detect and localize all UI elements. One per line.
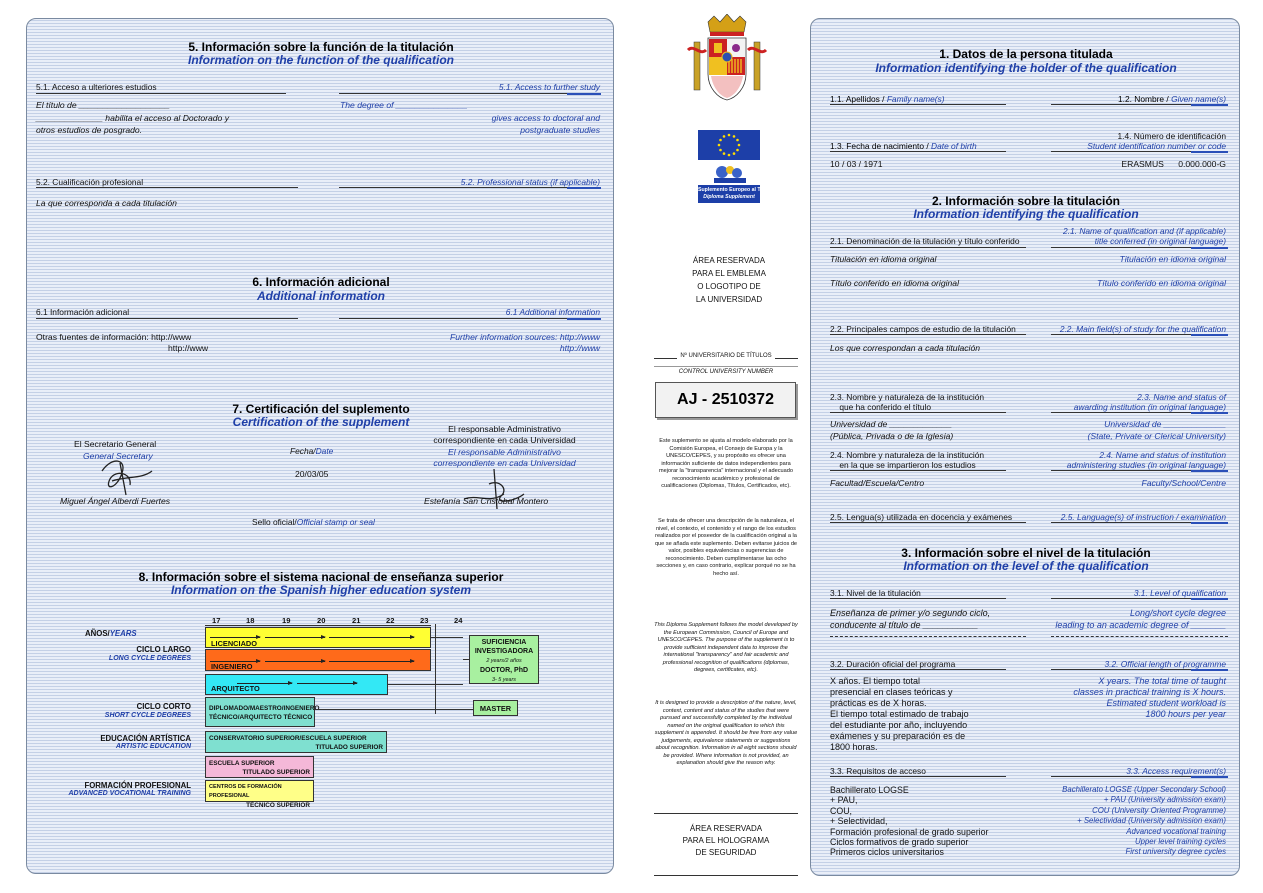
year-label: 19 (282, 616, 291, 625)
divider (830, 412, 1006, 413)
row-label-long-cycle-en: LONG CYCLE DEGREES (108, 655, 191, 662)
section-2-title-en: Information identifying the qualification (913, 207, 1139, 221)
year-label: 24 (454, 616, 463, 625)
birth-date-value: 10 / 03 / 1971 (830, 159, 883, 169)
section-7-title-en: Certification of the supplement (232, 415, 410, 429)
eu-flag-icon (698, 130, 760, 160)
reserved-emblem-area: ÁREA RESERVADA PARA EL EMBLEMA O LOGOTIPO DE LA UNIVERSIDAD (692, 256, 766, 304)
student-id-value: ERASMUS 0.000.000-G (1121, 159, 1226, 169)
field-2-1-label-en: 2.1. Name of qualification and (if applicable) title conferred (in original language) (1063, 226, 1226, 246)
licenciado-box: LICENCIADO (205, 627, 431, 648)
divider-accent (1191, 470, 1228, 472)
reserved-hologram-area: ÁREA RESERVADA PARA EL HOLOGRAMA DE SEGURIDAD (682, 824, 770, 857)
field-5-1-label: 5.1. Acceso a ulteriores estudios (36, 82, 157, 92)
signer-right-name: Estefanía San Cristobal Montero (424, 496, 549, 506)
row-label-short-cycle: CICLO CORTO (136, 702, 191, 711)
field-2-4-label-en: 2.4. Name and status of institution administering studies (in original language) (1066, 450, 1226, 470)
admin-label: El responsable Administrativo correspondiente en cada Universidad (433, 424, 576, 445)
field-3-3-text-en: Bachillerato LOGSE (Upper Secondary School) + PAU (University admission exam) COU (University Oriented Programme) + Selectividad (University admission exam) Advanced vocational training Upper level training cycles First university degree cycles (1062, 785, 1226, 857)
signature-right (459, 464, 529, 514)
arquitecto-box: ARQUITECTO (205, 674, 388, 695)
field-5-1-text-en: postgraduate studies (520, 125, 600, 135)
arrow (297, 683, 357, 684)
divider (830, 104, 1006, 105)
arrow (237, 683, 292, 684)
admin-label-en: El responsable Administrativo correspondiente en cada Universidad (433, 447, 576, 468)
divider (830, 151, 1006, 152)
centros-box: CENTROS DE FORMACIÓN PROFESIONAL TÉCNICO SUPERIOR (205, 780, 314, 802)
field-1-1-label: 1.1. Apellidos / Family name(s) (830, 94, 945, 104)
section-7-title: 7. Certificación del suplemento (232, 402, 410, 416)
divider (830, 247, 1026, 248)
date-value: 20/03/05 (295, 469, 329, 479)
year-label: 22 (386, 616, 395, 625)
field-3-2-label-en: 3.2. Official length of programme (1104, 659, 1226, 669)
field-2-4-text-en: Faculty/School/Centre (1141, 478, 1226, 488)
divider (830, 334, 1026, 335)
field-3-2-text: X años. El tiempo total presencial en clases teóricas y prácticas es de X horas. El tiempo total estimado de trabajo del estudiante por año, incluyendo exámenes y su preparación es de 1800 horas. (830, 676, 969, 752)
date-label: Fecha/Date (290, 446, 334, 456)
section-1-title-en: Information identifying the holder of the qualification (875, 61, 1177, 75)
arrow (329, 637, 414, 638)
field-2-2-label: 2.2. Principales campos de estudio de la titulación (830, 324, 1016, 334)
row-label-short-cycle-en: SHORT CYCLE DEGREES (104, 712, 191, 719)
divider (654, 366, 798, 367)
divider-accent (1191, 151, 1228, 153)
field-2-3-label-en: 2.3. Name and status of awarding institution (in original language) (1073, 392, 1226, 412)
year-scale-line (205, 625, 431, 626)
field-2-1-text: Titulación en idioma original (830, 254, 937, 264)
divider-accent (1191, 776, 1228, 778)
divider (654, 813, 798, 814)
divider-accent (1191, 104, 1228, 106)
info-paragraph-en-2: It is designed to provide a description of the nature, level, context, content and status of the studies that were pursued and successfully completed by the individual named on the original qualification to which this supplement is appended. It should be free from any value judgements, equivalence statements or suggestions about recognition. Information in all eight sections should be provided. Where information is not provided, an explanation should give the reason why. (654, 700, 798, 766)
field-3-3-text: Bachillerato LOGSE + PAU, COU, + Selectividad, Formación profesional de grado superior Ciclos formativos de grado superior Primeros ciclos universitarios (830, 785, 989, 858)
field-2-3-label: 2.3. Nombre y naturaleza de la institución que ha conferido el título (830, 392, 985, 412)
row-label-artistic-en: ARTISTIC EDUCATION (115, 743, 191, 750)
divider-accent (1191, 334, 1228, 336)
field-5-1-text-en: The degree of _______________ (340, 100, 468, 110)
field-1-4-label-en: Student identification number or code (1087, 141, 1226, 151)
diplomado-box: DIPLOMADO/MAESTRO/INGENIERO TÉCNICO/ARQUITECTO TÉCNICO (205, 697, 315, 727)
info-sources: Otras fuentes de información: http://www (36, 332, 192, 342)
row-label-vocational-en: ADVANCED VOCATIONAL TRAINING (68, 790, 191, 797)
info-paragraph-en-1: This Diploma Supplement follows the model developed by the European Commission, Council of Europe and UNESCO/CEPES. The purpose of the supplement is to provide sufficient independent data to improve the international "transparency" and fair academic and professional recognition of qualifications (diplomas, degrees, certificates, etc). (654, 622, 798, 673)
connector (435, 624, 436, 714)
field-3-3-label: 3.3. Requisitos de acceso (830, 766, 926, 776)
left-page (26, 18, 614, 874)
field-5-1-text: otros estudios de posgrado. (36, 125, 143, 135)
info-sources-en: Further information sources: http://www (450, 332, 600, 342)
field-6-1-label-en: 6.1 Additional information (505, 307, 600, 317)
section-5-title: 5. Información sobre la función de la titulación (188, 40, 454, 54)
field-2-5-label: 2.5. Lengua(s) utilizada en docencia y exámenes (830, 512, 1013, 522)
section-3-title: 3. Información sobre el nivel de la titulación (901, 546, 1151, 560)
row-label-years: AÑOS/YEARS (85, 629, 137, 638)
divider (830, 470, 1006, 471)
section-2-title: 2. Información sobre la titulación (931, 194, 1121, 208)
divider (830, 669, 1006, 670)
section-6-title-en: Additional information (257, 289, 385, 303)
divider-accent (567, 318, 601, 320)
field-5-1-text: El título de ___________________ (36, 100, 170, 110)
field-2-1-text-en: Título conferido en idioma original (1097, 278, 1226, 288)
field-1-4-label: 1.4. Número de identificación (1117, 131, 1226, 141)
info-paragraph-es-1: Este suplemento se ajusta al modelo elaborado por la Comisión Europea, el Consejo de Europa y la UNESCO/CEPES, y su propósito es ofrecer una información suficiente de datos independientes para mejorar la "transparencia" internacional y el adecuado reconocimiento académico y profesional de cualificaciones (Diplomas, Títulos, Certificados, etc). (659, 438, 793, 489)
field-2-4-label: 2.4. Nombre y naturaleza de la institución en la que se impartieron los estudios (830, 450, 985, 470)
section-1-title: 1. Datos de la persona titulada (939, 47, 1113, 61)
divider-accent (1191, 247, 1228, 249)
divider (36, 187, 298, 188)
year-label: 20 (317, 616, 326, 625)
info-sources-en-2: http://www (559, 343, 600, 353)
year-label: 21 (352, 616, 361, 625)
arrow (210, 637, 260, 638)
section-8-title: 8. Información sobre el sistema nacional de enseñanza superior (138, 570, 504, 584)
field-2-1-text: Título conferido en idioma original (830, 278, 959, 288)
divider (339, 93, 601, 94)
arrow (210, 661, 260, 662)
divider (654, 875, 798, 876)
field-3-1-label: 3.1. Nivel de la titulación (830, 588, 921, 598)
row-label-long-cycle: CICLO LARGO (136, 645, 191, 654)
divider (830, 776, 1006, 777)
section-8-title-en: Information on the Spanish higher education system (170, 583, 472, 597)
field-5-2-label: 5.2. Cualificación profesional (36, 177, 144, 187)
divider-accent (567, 93, 601, 95)
field-6-1-label: 6.1 Información adicional (36, 307, 130, 317)
divider (339, 318, 601, 319)
coat-of-arms-icon (684, 14, 770, 104)
divider-accent (1191, 598, 1228, 600)
field-2-2-text: Los que correspondan a cada titulación (830, 343, 981, 353)
info-sources-2: http://www (168, 343, 209, 353)
field-3-2-text-en: X years. The total time of taught classes in practical training is X hours. Estimated student workload is 1800 hours per year (1073, 676, 1226, 719)
control-label-en: CONTROL UNIVERSITY NUMBER (678, 369, 774, 375)
signature-left (92, 451, 162, 501)
escuela-box: ESCUELA SUPERIOR TITULADO SUPERIOR (205, 756, 314, 778)
field-2-3-text-en: Universidad de _____________ (State, Private or Clerical University) (1087, 419, 1226, 441)
section-6-title: 6. Información adicional (252, 275, 390, 289)
arrow (265, 637, 325, 638)
field-2-3-text: Universidad de _____________ (Pública, Privada o de la Iglesia) (830, 419, 954, 441)
field-2-5-label-en: 2.5. Language(s) of instruction / examination (1060, 512, 1226, 522)
divider (830, 522, 1026, 523)
divider (36, 93, 286, 94)
field-5-2-text: La que corresponda a cada titulación (36, 198, 177, 208)
divider (830, 636, 1026, 637)
field-1-3-label: 1.3. Fecha de nacimiento / Date of birth (830, 141, 977, 151)
secretary-label-en: General Secretary (83, 451, 153, 461)
divider-accent (1191, 522, 1228, 524)
arrow (329, 661, 414, 662)
field-2-2-label-en: 2.2. Main field(s) of study for the qualification (1059, 324, 1226, 334)
seal-label: Sello oficial/Official stamp or seal (252, 517, 375, 527)
suficiencia-box: SUFICIENCIA INVESTIGADORA 2 years/2 años DOCTOR, PhD 3- 5 years (469, 635, 539, 684)
field-3-1-text-en: Long/short cycle degree leading to an academic degree of _______ (1055, 608, 1226, 630)
field-3-3-label-en: 3.3. Access requirement(s) (1126, 766, 1226, 776)
field-5-2-label-en: 5.2. Professional status (if applicable) (460, 177, 600, 187)
row-label-artistic: EDUCACIÓN ARTÍSTICA (100, 734, 191, 743)
field-3-1-label-en: 3.1. Level of qualification (1133, 588, 1226, 598)
year-label: 23 (420, 616, 429, 625)
divider (1051, 636, 1228, 637)
field-2-1-label: 2.1. Denominación de la titulación y título conferido (830, 236, 1020, 246)
section-5-title-en: Information on the function of the qualification (188, 53, 454, 67)
field-5-1-text: ______________ habilita el acceso al Doctorado y (36, 113, 230, 123)
connector (435, 709, 473, 710)
field-2-4-text: Facultad/Escuela/Centro (830, 478, 925, 488)
section-3-title-en: Information on the level of the qualification (903, 559, 1149, 573)
divider (339, 187, 601, 188)
europass-banner: Suplemento Europeo al Título Diploma Supplement (698, 185, 760, 203)
ingeniero-box: INGENIERO (205, 649, 431, 671)
info-paragraph-es-2: Se trata de ofrecer una descripción de la naturaleza, el nivel, el contexto, el contenido y el rango de los estudios realizados por el poseedor de la cualificación original a la que se añada este suplemento. Deben evitarse juicios de valor, posibles equivalencias o sugerencias de reconocimiento. Deben cumplimentarse las ocho secciones y, en caso contrario, explicar porqué no se ha hecho así. (654, 518, 798, 577)
year-label: 17 (212, 616, 221, 625)
arrow (265, 661, 325, 662)
year-label: 18 (246, 616, 255, 625)
field-5-1-text-en: gives access to doctoral and (491, 113, 600, 123)
divider-accent (1191, 669, 1228, 671)
control-number-box: AJ - 2510372 (655, 382, 796, 418)
connector (388, 684, 463, 685)
row-label-vocational: FORMACIÓN PROFESIONAL (84, 781, 191, 790)
field-3-2-label: 3.2. Duración oficial del programa (830, 659, 956, 669)
divider (830, 598, 1006, 599)
europass-logo-icon (712, 164, 748, 184)
divider-accent (1191, 412, 1228, 414)
field-3-1-text: Enseñanza de primer y/o segundo ciclo, conducente al título de ___________ (830, 608, 991, 630)
divider (36, 318, 298, 319)
connector (315, 709, 435, 710)
right-page (810, 18, 1240, 876)
conservatorio-box: CONSERVATORIO SUPERIOR/ESCUELA SUPERIOR TITULADO SUPERIOR (205, 731, 387, 753)
divider-accent (567, 187, 601, 189)
field-2-1-text-en: Titulación en idioma original (1119, 254, 1226, 264)
secretary-label: El Secretario General (74, 439, 157, 449)
field-1-2-label: 1.2. Nombre / Given name(s) (1118, 94, 1226, 104)
master-box: MASTER (473, 700, 518, 716)
field-5-1-label-en: 5.1. Access to further study (498, 82, 600, 92)
signer-left-name: Miguel Ángel Alberdi Fuertes (60, 496, 171, 506)
control-label: Nº UNIVERSITARIO DE TÍTULOS (654, 353, 798, 359)
